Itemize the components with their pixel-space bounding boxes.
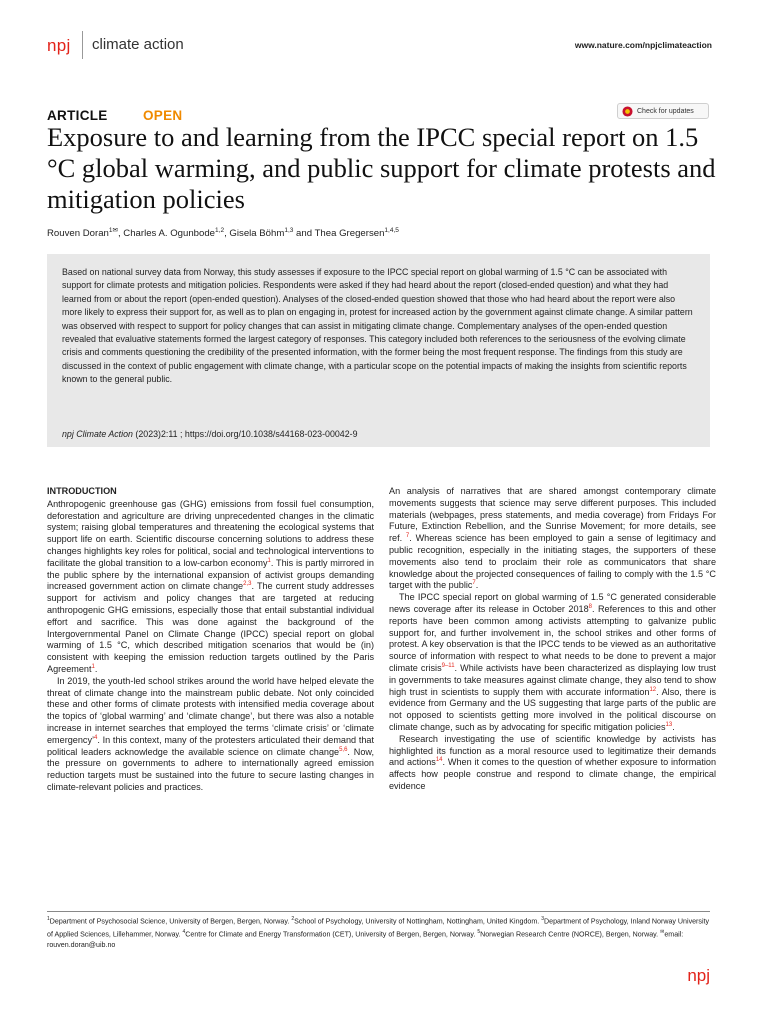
paragraph (47, 499, 374, 676)
reference-link[interactable]: 14 (435, 757, 443, 764)
citation-line (62, 429, 357, 439)
abstract-box (47, 254, 710, 447)
footnote-marker: 2 (291, 916, 295, 922)
text-segment: . References to this and other reports have been common among activists attempting to galvanize public support for, and further involvement in, the school strikes and other forms of protest. A key observation is that the IPCC tends to be viewed as an authoritative source of information with respect to what needs to be done to prevent a major climate crisis (389, 603, 716, 673)
reference-link[interactable]: 1 (267, 557, 271, 564)
left-column (47, 486, 374, 794)
abstract-text: Based on national survey data from Norway, this study assesses if exposure to the IPCC special report on global warming of 1.5 °C can be associated with support for climate protests and mitigation policies. Respondents were asked if they had heard about the report (closed-ended question) and what they had learned from or about the report (open-ended question). Analyses of the closed-ended question showed that those who had heard about the report were also more likely to express their support for, as well as to plan on engaging in, protest for increased action by the government against climate change. A similar pattern was observed with respect to support for policy changes that can assist in mitigating climate change. Complementary analyses of the open-ended question revealed that evaluative statements formed the largest category of responses. This category included both references to the seriousness of the evolving climate crisis and comments questioning the credibility of the presented information, with the former being the most frequent response. The findings from this study are discussed in the context of public engagement with climate change, with a particular scope on the potential impacts of making the insights from scientific reports known to the general public. (62, 267, 693, 385)
footnote-text: email: rouven.doran@uib.no (47, 930, 684, 949)
reference-link[interactable]: 5,6 (339, 746, 348, 753)
reference-link[interactable]: 1 (91, 663, 95, 670)
author-affiliation: 1✉ (108, 227, 118, 234)
right-column (389, 486, 716, 793)
logo-divider (82, 31, 83, 59)
site-url-link[interactable]: www.nature.com/npjclimateaction (574, 40, 712, 50)
text-segment: Anthropogenic greenhouse gas (GHG) emissions from fossil fuel consumption, deforestation and agriculture are driving unprecedented changes in the climatic system; raising global temperatures and threatening the ecological systems that support life on earth. Scientific discourse concerning solutions to address these changes highlights key roles for political, social and technological interventions to facilitate the global transition to a low-carbon economy (47, 498, 374, 568)
citation-doi[interactable]: (2023)2:11 ; https://doi.org/10.1038/s44168-023-00042-9 (132, 429, 358, 439)
footnote-marker: 5 (477, 928, 481, 935)
text-segment: The IPCC special report on global warming of 1.5 °C generated considerable news coverage after its release in October 2018 (389, 592, 716, 614)
footnote-text: Department of Psychology, Inland Norway University of Applied Sciences, Lillehammer, Norway. (47, 917, 710, 939)
footnote-text: School of Psychology, University of Nottingham, Nottingham, United Kingdom. (294, 917, 542, 926)
author-affiliation: 1,3 (284, 227, 294, 234)
paragraph (389, 734, 716, 793)
reference-link[interactable]: 7 (472, 580, 476, 587)
text-segment: . This is partly mirrored in the public sphere by the international expansion of activist groups demanding increased government action on climate change (47, 557, 374, 592)
text-segment: . Also, there is evidence from Germany and the US suggesting that large parts of the public are not opposed to scientists getting more involved in the political discourse on climate change, such as by advocating for specific mitigation policies (389, 686, 716, 732)
author-separator: and (293, 228, 315, 240)
author-name[interactable]: Charles A. Ogunbode (123, 228, 216, 240)
npj-logo: npj (47, 36, 71, 55)
footnote-marker: ✉ (660, 928, 665, 935)
affiliations-footnote (47, 914, 712, 950)
reference-link[interactable]: 13 (665, 721, 673, 728)
reference-link[interactable]: 9–11 (441, 662, 455, 669)
author-affiliation: 1,4,5 (384, 227, 399, 234)
author-separator: , (224, 228, 230, 240)
article-title: Exposure to and learning from the IPCC special report on 1.5 °C global warming, and public support for climate protests and mitigation policies (47, 122, 716, 214)
author-name[interactable]: Thea Gregersen (314, 228, 385, 240)
author-separator: , (117, 228, 124, 240)
text-segment: . When it comes to the question of whether exposure to information affects how people construe and respond to climate change, the empirical evidence (389, 757, 716, 791)
text-segment: . In this context, many of the protesters articulated their demand that political leaders acknowledge the available science on climate change (47, 734, 374, 757)
page-header (47, 28, 712, 64)
citation-journal: npj Climate Action (62, 429, 133, 439)
reference-link[interactable]: 7 (405, 533, 410, 540)
text-segment: . The current study addresses support for activism and policy changes that are targeted at reducing anthropogenic GHG emissions, especially those that entail substantial individual effort and sacrifice. This was done against the background of the Intergovernmental Panel on Climate Change (IPCC) special report on global warming of 1.5 °C, which described mitigation scenarios that would be (in) consistent with keeping the emission reduction targets outlined by the Paris Agreement (47, 581, 374, 674)
text-segment: . (475, 580, 479, 591)
footnote-text: Centre for Climate and Energy Transformation (CET), University of Bergen, Bergen, Norway. (185, 930, 478, 939)
footnote-text: Department of Psychosocial Science, University of Bergen, Bergen, Norway. (49, 917, 292, 926)
check-for-updates-button[interactable] (617, 103, 709, 119)
paragraph (47, 676, 374, 794)
journal-name: climate action (92, 36, 184, 53)
reference-link[interactable]: 12 (649, 686, 657, 693)
reference-link[interactable]: 2,3 (243, 581, 252, 588)
footnote-marker: 1 (47, 916, 50, 922)
text-segment: In 2019, the youth-led school strikes around the world have helped elevate the threat of climate change into the mainstream public debate. Not only coincided these and other forms of climate protests with intensified media coverage about the topics of ‘global warming’ and ‘climate change’, but there was also a notable increase in internet searches that employed the terms ‘climate crisis’ or ‘climate emergency’ (47, 675, 374, 745)
text-segment: . (94, 663, 98, 674)
open-access-label: OPEN (143, 108, 183, 123)
footnote-divider (47, 911, 710, 912)
check-updates-label: Check for updates (637, 107, 694, 115)
check-updates-icon (622, 106, 633, 117)
author-name[interactable]: Rouven Doran (47, 228, 109, 240)
author-name[interactable]: Gisela Böhm (229, 228, 285, 240)
text-segment: An analysis of narratives that are shared amongst contemporary climate movements suggests that science may serve different purposes. This included materials (webpages, press statements, and media coverage) from Fridays For Future, Extinction Rebellion, and the Sunrise Movement; for more details, see ref. (389, 486, 716, 544)
author-list (47, 226, 399, 239)
author-affiliation: 1,2 (215, 227, 225, 234)
text-segment: . Now, the pressure on governments to adhere to internationally agreed emission reduction targets must be sustained into the future to secure lasting changes in climate-relevant policies and practices. (47, 746, 374, 792)
paragraph (389, 592, 716, 734)
footnote-text: Norwegian Research Centre (NORCE), Bergen, Norway. (480, 930, 661, 939)
text-segment: Research investigating the use of scientific knowledge by activists has highlighted its function as a moral resource used to legitimatize their demands and actions (389, 733, 716, 768)
text-segment: . Whereas science has been employed to gain a sense of legitimacy and public recognition, especially in the initiating stages, the supporters of these movements also tend to proclaim their role as communicators that share knowledge about the projected consequences of failing to comply with the 1.5 °C target with the public (389, 533, 716, 591)
reference-link[interactable]: 4 (94, 734, 98, 741)
reference-link[interactable]: 8 (588, 603, 592, 610)
npj-footer-logo: npj (687, 966, 710, 985)
footnote-marker: 3 (541, 916, 544, 922)
footnote-marker: 4 (182, 928, 186, 935)
article-type-label: ARTICLE (47, 108, 108, 123)
text-segment: . (672, 721, 675, 732)
section-heading-introduction: INTRODUCTION (47, 486, 117, 496)
text-segment: . While activists have been characterized as displaying low trust in governments to take measures against climate change, they also tend to show high trust in scientists to supply them with accurate information (389, 662, 716, 697)
paragraph (389, 486, 716, 592)
